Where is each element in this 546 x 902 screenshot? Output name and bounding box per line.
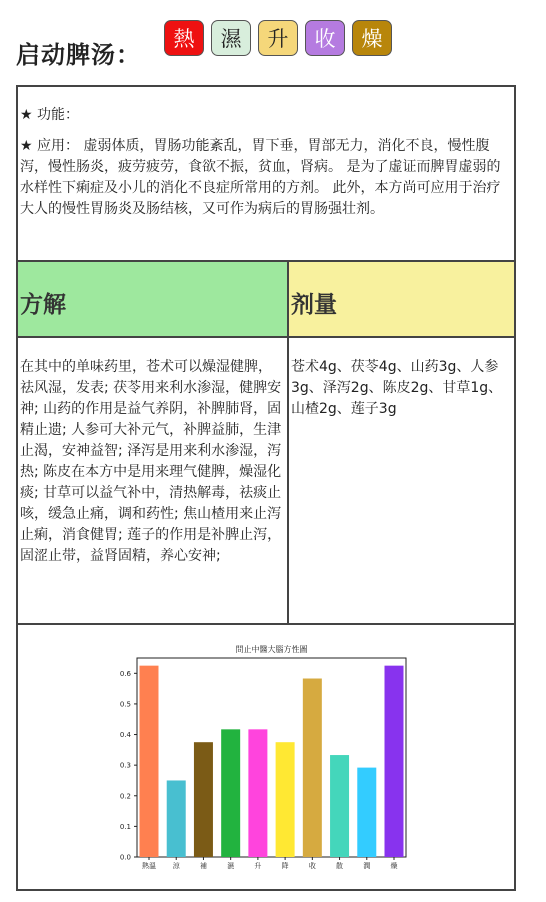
bar — [221, 729, 240, 857]
y-tick-label: 0.2 — [119, 792, 131, 801]
explanation-header: 方解 — [20, 292, 66, 318]
x-tick-label: 升 — [254, 862, 262, 870]
y-tick-label: 0.0 — [119, 853, 131, 862]
badge-astringe: 收 — [305, 20, 345, 56]
function-text: ★ 功能： — [20, 107, 80, 123]
property-badges — [164, 20, 392, 56]
bar — [140, 666, 159, 857]
explanation-text: 在其中的单味药里，苍术可以燥湿健脾，祛风湿，发表; 茯苓用来利水渗湿，健脾安神; 山药的作用是益气养阴，补脾肺肾，固精止遗; 人参可大补元气，补脾益肺，生津止渴，安神益智; 泽泻是用来利水渗湿，泻热; 陈皮在本方中是用来理气健脾，燥湿化痰; 甘草可以益气补中，清热解毒，祛痰止咳，缓急止痛，调和药性; 焦山楂用来止泻止痢，消食健胃; 莲子的作用是补脾止泻，固涩止带，益肾固精，养心安神; — [18, 338, 289, 625]
badge-rise: 升 — [258, 20, 298, 56]
property-bar-chart — [18, 625, 514, 889]
bar — [194, 742, 213, 857]
x-tick-label: 熱溫 — [142, 862, 156, 870]
bar — [303, 679, 322, 857]
badge-hot: 熱 — [164, 20, 204, 56]
badge-dry: 燥 — [352, 20, 392, 56]
y-tick-label: 0.5 — [119, 700, 131, 709]
x-tick-label: 補 — [199, 862, 207, 870]
y-tick-label: 0.1 — [119, 822, 131, 831]
badge-damp: 濕 — [211, 20, 251, 56]
x-tick-label: 潤 — [363, 862, 371, 870]
x-tick-label: 降 — [281, 862, 289, 870]
x-tick-label: 燥 — [390, 862, 398, 870]
application-text: ★ 应用： 虚弱体质，胃肠功能紊乱，胃下垂，胃部无力，消化不良，慢性腹泻，慢性肠炎，疲劳疲劳，食欲不振，贫血，肾病。 是为了虚证而脾胃虚弱的水样性下痢症及小儿的消化不良症所常用的方剂。 此外，本方尚可应用于治疗大人的慢性胃肠炎及肠结核，又可作为病后的胃肠强壮剂。 — [20, 138, 501, 217]
bar — [330, 755, 349, 857]
chart-cell — [18, 625, 514, 889]
y-tick-label: 0.4 — [119, 731, 131, 740]
x-tick-label: 收 — [308, 862, 316, 870]
explanation-header-cell — [18, 262, 289, 338]
bar — [276, 742, 295, 857]
bar — [357, 768, 376, 857]
y-tick-label: 0.6 — [119, 669, 131, 678]
page-title: 启动脾汤： — [16, 41, 141, 69]
bar — [248, 729, 267, 857]
chart-title: 問止中醫大腦方性圖 — [235, 645, 308, 654]
x-tick-label: 散 — [336, 862, 344, 870]
page-header — [16, 20, 536, 80]
y-tick-label: 0.3 — [119, 761, 131, 770]
formula-table — [16, 85, 516, 891]
dosage-header: 剂量 — [291, 292, 337, 318]
info-cell — [18, 87, 514, 262]
dosage-header-cell — [289, 262, 514, 338]
bar — [167, 780, 186, 857]
bar — [385, 666, 404, 857]
x-tick-label: 涼 — [172, 862, 180, 870]
x-tick-label: 濕 — [227, 862, 235, 870]
dosage-text: 苍术4g、茯苓4g、山药3g、人参3g、泽泻2g、陈皮2g、甘草1g、山楂2g、莲子3g — [289, 338, 514, 625]
